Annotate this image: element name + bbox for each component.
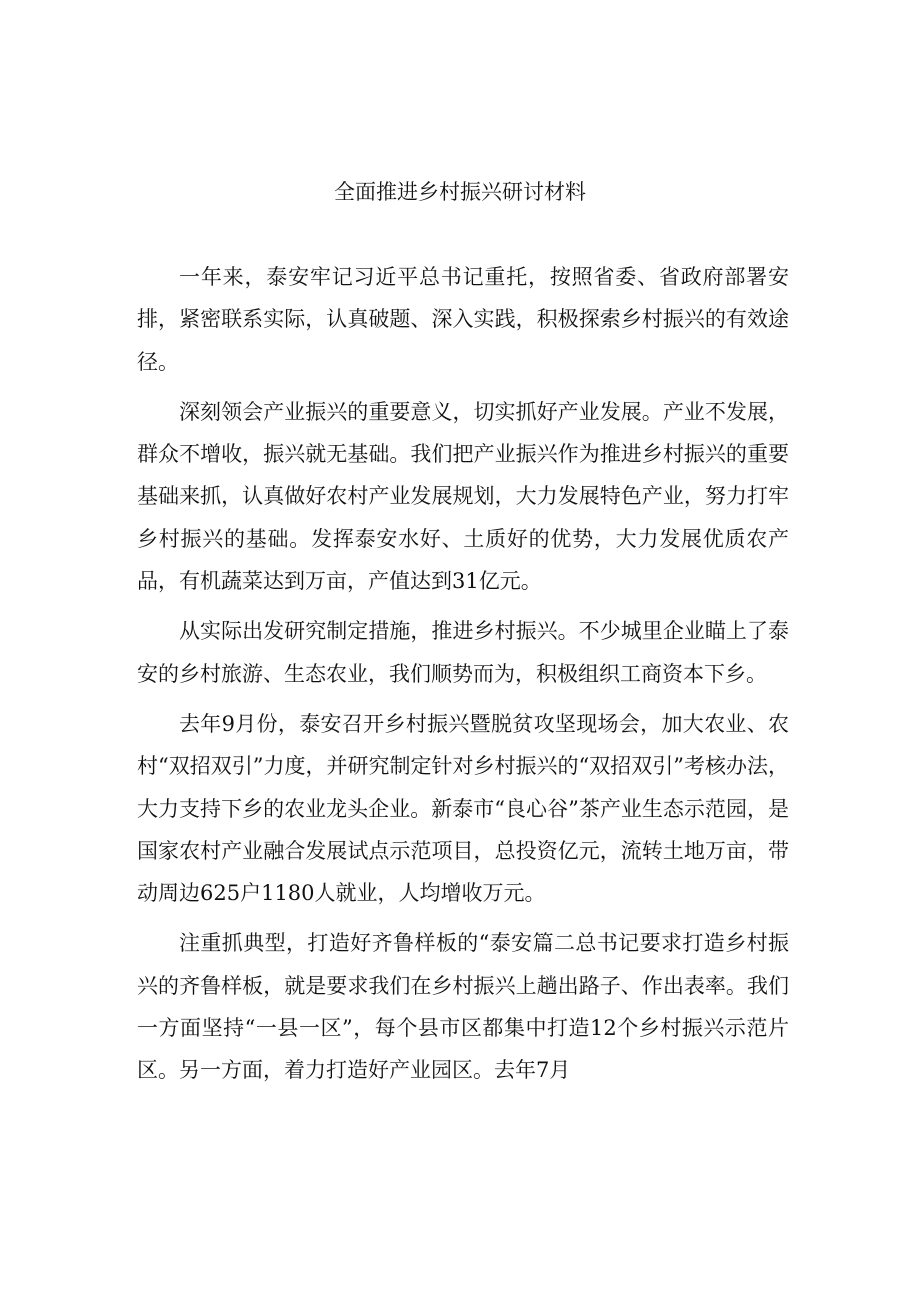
paragraph-measures: 从实际出发研究制定措施，推进乡村振兴。不少城里企业瞄上了泰安的乡村旅游、生态农业，我们顺势而为，积极组织工商资本下乡。 [137,619,789,686]
paragraph-industry: 深刻领会产业振兴的重要意义，切实抓好产业发展。产业不发展，群众不增收，振兴就无基础。我们把产业振兴作为推进乡村振兴的重要基础来抓，认真做好农村产业发展规划，大力发展特色产业，努力打牢乡村振兴的基础。发挥泰安水好、土质好的优势，大力发展优质农产品，有机蔬菜达到万亩，产值达到31亿元。 [137,399,789,594]
document-body [137,256,789,1092]
document-title: 全面推进乡村振兴研讨材料 [334,180,586,204]
paragraph-intro: 一年来，泰安牢记习近平总书记重托，按照省委、省政府部署安排，紧密联系实际，认真破题、深入实践，积极探索乡村振兴的有效途径。 [137,265,789,374]
paragraph-model: 注重抓典型，打造好齐鲁样板的“泰安篇二总书记要求打造乡村振兴的齐鲁样板，就是要求我们在乡村振兴上趟出路子、作出表率。我们一方面坚持“一县一区”，每个县市区都集中打造12个乡村振兴示范片区。另一方面，着力打造好产业园区。去年7月 [137,931,789,1083]
paragraph-investment: 去年9月份，泰安召开乡村振兴暨脱贫攻坚现场会，加大农业、农村“双招双引”力度，并研究制定针对乡村振兴的“双招双引”考核办法，大力支持下乡的农业龙头企业。新泰市“良心谷”茶产业生态示范园，是国家农村产业融合发展试点示范项目，总投资亿元，流转土地万亩，带动周边625户1180人就业，人均增收万元。 [137,711,789,906]
